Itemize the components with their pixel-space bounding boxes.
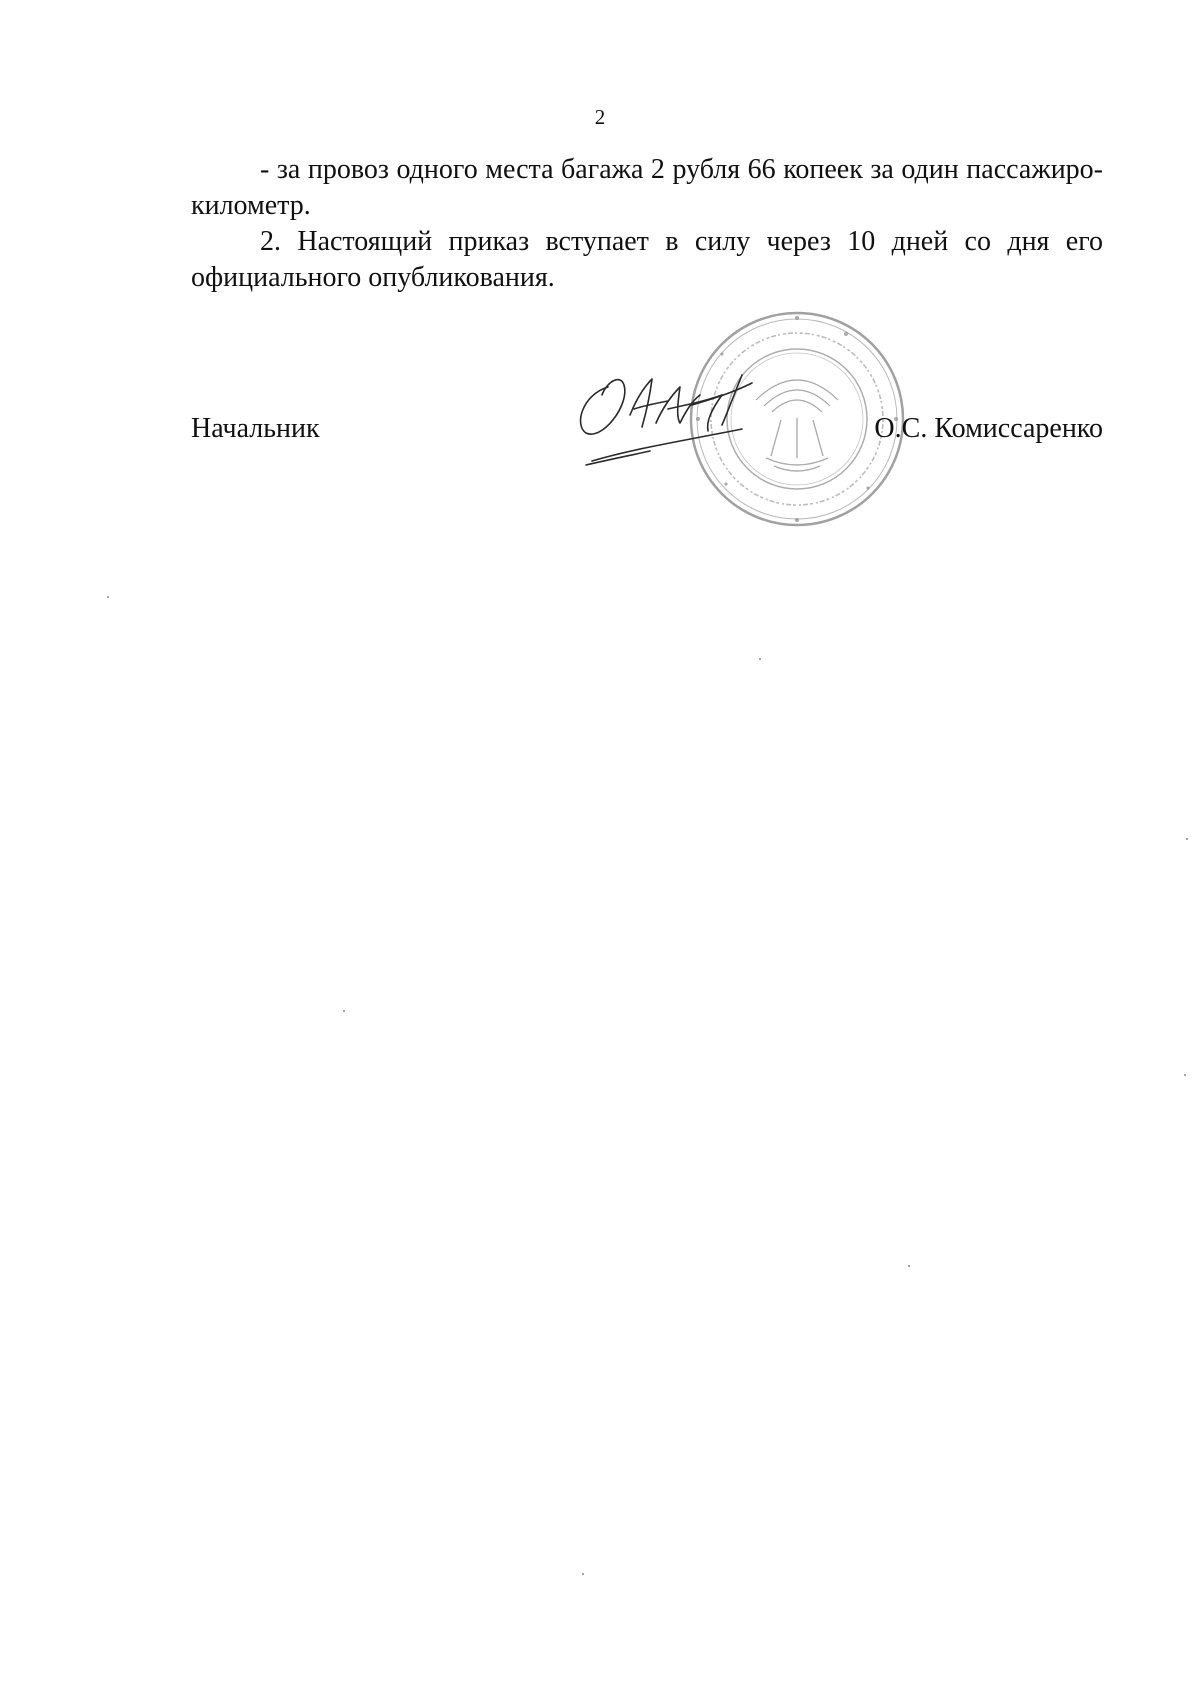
scan-speck [1186,838,1188,840]
paragraph-baggage-rate: - за провоз одного места багажа 2 рубля 66 копеек за один пассажиро-километр. [191,154,1103,221]
document-body [191,152,1103,296]
scan-speck [107,596,109,598]
signature-block [191,411,1103,451]
page-number: 2 [594,105,606,129]
scan-speck [582,1573,584,1575]
scan-speck [759,658,761,660]
paragraph-effective-date: 2. Настоящий приказ вступает в силу через 10 дней со дня его официального опубликования. [191,226,1103,293]
signer-name: О.С. Комиссаренко [874,413,1103,444]
scan-speck [343,1010,345,1012]
scan-speck [1184,1074,1186,1076]
scan-speck [908,1265,910,1267]
position-title: Начальник [191,413,320,444]
